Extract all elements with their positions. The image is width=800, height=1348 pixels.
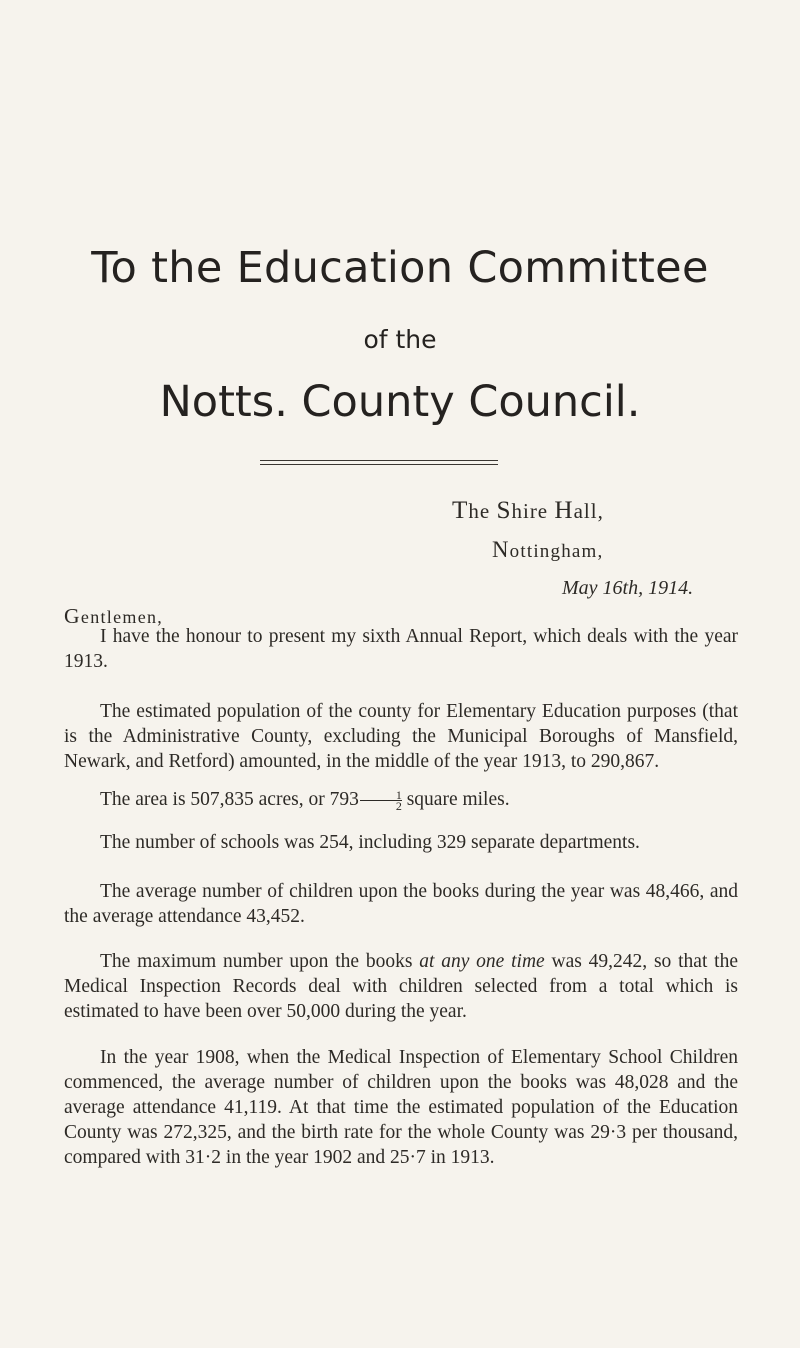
fraction-half: $\frac{1}{2}$	[360, 790, 402, 811]
letter-date: May 16th, 1914.	[562, 577, 694, 599]
double-rule-bottom	[260, 464, 498, 465]
paragraph-population: The estimated population of the county for Elementary Education purposes (that is the Administrative County, excluding the Municipal Boroughs of Mansfield, Newark, and Retford) amounted, in the middle of the year 1913, to 290,867.	[64, 701, 738, 772]
title-education-committee: To the Education Committee	[91, 243, 709, 293]
paragraph-year-1908: In the year 1908, when the Medical Inspection of Elementary School Children commenced, the average number of children upon the books was 48,028 and the average attendance 41,119. At that time the estimated population of the Education County was 272,325, and the birth rate for the whole County was 29·3 per thousand, compared with 31·2 in the year 1902 and 25·7 in 1913.	[64, 1047, 738, 1168]
paragraph-maximum-number: The maximum number upon the books at any one time was 49,242, so that the Medical Inspection Records deal with children selected from a total which is estimated to have been over 50,000 during the year.	[64, 951, 738, 1022]
paragraph-average-number: The average number of children upon the books during the year was 48,466, and the average attendance 43,452.	[64, 881, 738, 927]
paragraph-annual-report: I have the honour to present my sixth Annual Report, which deals with the year 1913.	[64, 626, 738, 672]
address-shire-hall: The Shire Hall,	[452, 497, 604, 524]
double-rule-top	[260, 460, 498, 461]
paragraph-area: The area is 507,835 acres, or 793 $\frac{1}{2}$ square miles.	[100, 788, 510, 814]
address-nottingham: Nottingham,	[492, 537, 604, 562]
title-county-council: Notts. County Council.	[159, 377, 641, 427]
salutation: Gentlemen,	[64, 604, 164, 628]
paragraph-schools: The number of schools was 254, including 329 separate departments.	[100, 832, 640, 853]
title-of-the: of the	[363, 325, 437, 354]
